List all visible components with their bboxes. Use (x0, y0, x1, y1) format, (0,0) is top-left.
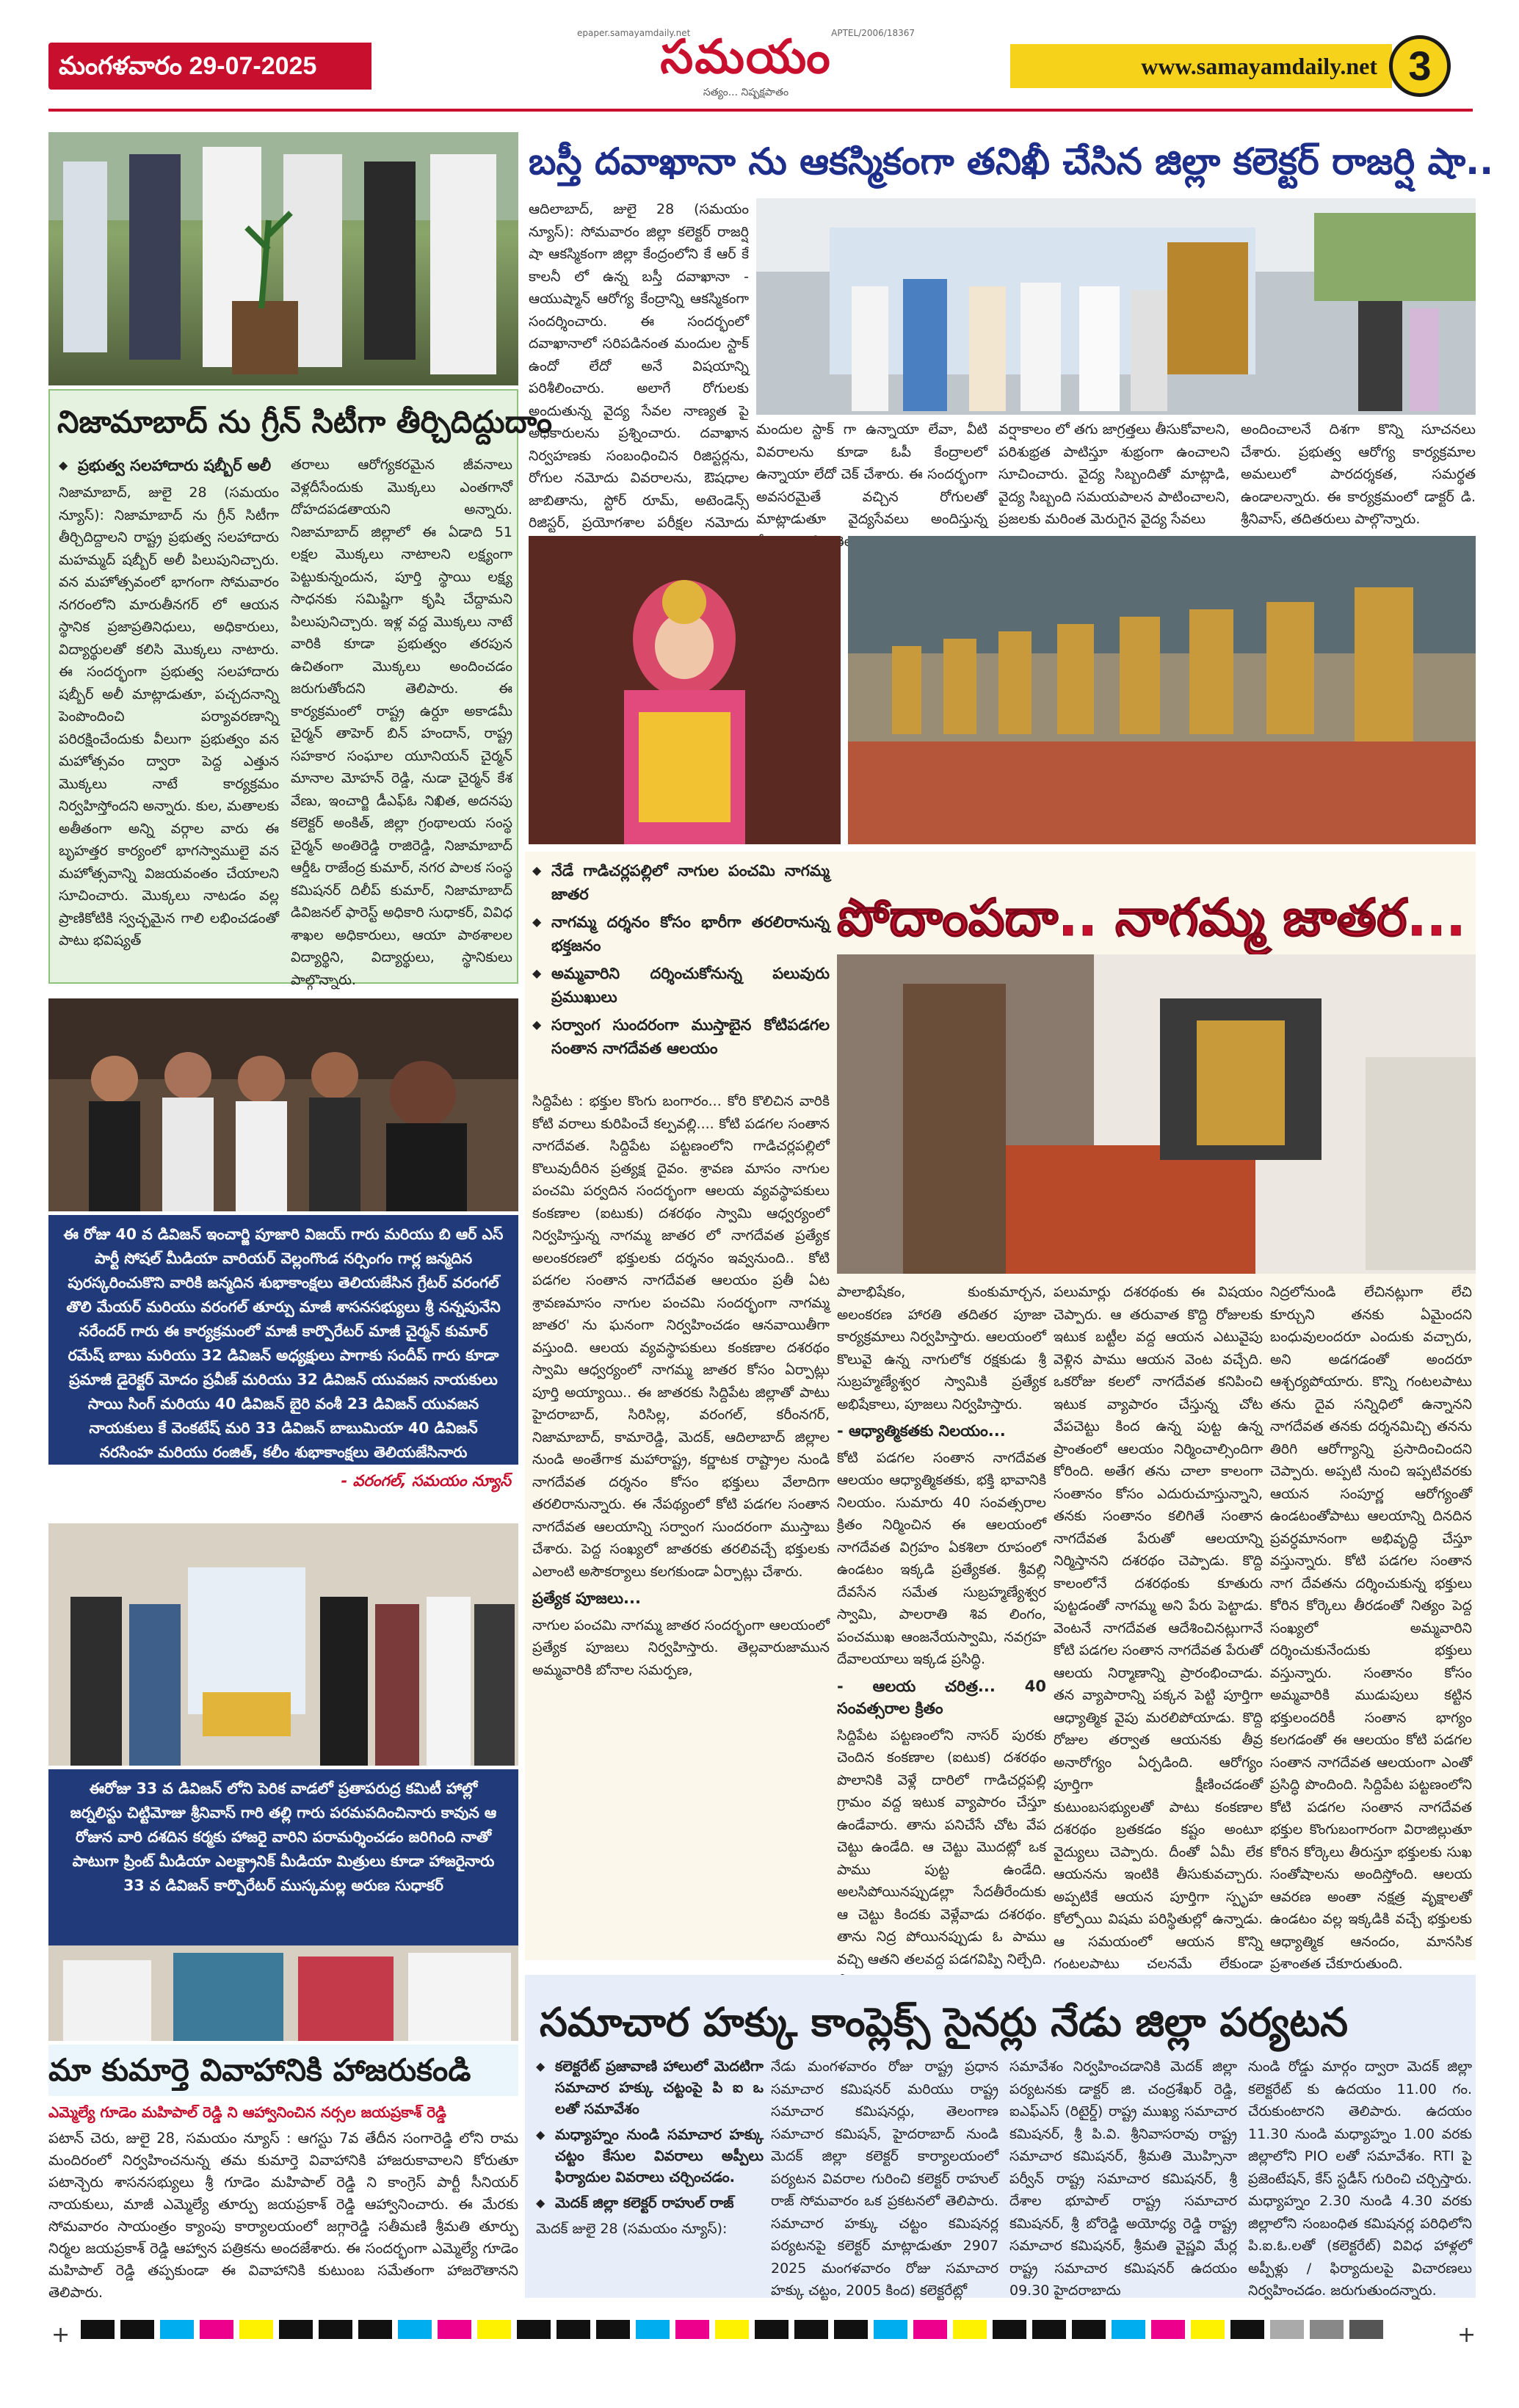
green-city-column-1 (59, 454, 279, 979)
rti-column-3: నుండి రోడ్డు మార్గం ద్వారా మెదక్ జిల్లా కలెక్టరేట్ కు ఉదయం 11.00 గం. చేరుకుంటారని తెలిపారు. ఉదయం 11.30 నుండి మధ్యాహ్నం 1.00 వరకు జిల్లాలోని PIO లతో సమావేశం. RTI పై ప్రజెంటేషన్, కేస్ స్టడీస్ గురించి చర్చిస్తారు. మధ్యాహ్నం 2.30 నుండి 4.30 వరకు జిల్లాలోని సంబంధిత కమిషనర్ల పరిధిలోని పి.ఐ.ఓ.లతో (కలెక్టరేట్) వివిధ హాళ్లలో అప్పీళ్లు / ఫిర్యాదులపై విచారణలు నిర్వహించడం. జరుగుతుందన్నారు. (1248, 2059, 1472, 2299)
birthday-group-illustration (48, 998, 518, 1211)
masthead-epaper-url: epaper.samayamdaily.net (577, 28, 691, 38)
festival-subhead-3: - ఆలయ చరిత్ర... 40 సంవత్సరాల క్రితం (837, 1677, 1046, 1717)
page-number: 3 (1389, 35, 1451, 97)
masthead-title: సమయం (660, 29, 832, 84)
green-city-body-1: నిజామాబాద్, జులై 28 (సమయం న్యూస్): నిజామాబాద్ ను గ్రీన్ సిటీగా తీర్చిదిద్దాలని రాష్ట్ర ప్రభుత్వ సలహాదారు మహమ్మద్ షబ్బీర్ అలీ పిలుపునిచ్చారు. వన మహోత్సవంలో భాగంగా సోమవారం నగరంలోని మారుతీనగర్ లో ఆయన స్థానిక ప్రజాప్రతినిధులు, అధికారులు, విద్యార్థులతో కలిసి మొక్కలు నాటారు. ఈ సందర్భంగా ప్రభుత్వ సలహాదారు షబ్బీర్ అలీ మాట్లాడుతూ, పచ్చదనాన్ని పెంపొందించి పర్యావరణాన్ని పరిరక్షించేందుకు వీలుగా ప్రభుత్వం వన మహోత్సవం ద్వారా పెద్ద ఎత్తున మొక్కలు నాటే కార్యక్రమం నిర్వహిస్తోందని అన్నారు. కుల, మతాలకు అతీతంగా అన్ని వర్గాల వారు ఈ బృహత్తర కార్యంలో భాగస్వాములై వన మహోత్సవాన్ని విజయవంతం చేయాలని సూచించారు. మొక్కలు నాటడం వల్ల ప్రాణికోటికి స్వచ్ఛమైన గాలి లభించడంతో పాటు భవిష్యత్ (59, 485, 279, 949)
lead-column-4: అందించాలనే దిశగా కొన్ని సూచనలు చేశారు. ప్రభుత్వ ఆరోగ్య కార్యక్రమాల అమలులో పారదర్శకత, సమర్థత ఉండాలన్నారు. ఈ కార్యక్రమంలో డాక్టర్ డి. శ్రీనివాస్, తదితరులు పాల్గొన్నారు. (1241, 421, 1476, 527)
wedding-headline: మా కుమార్తె వివాహానికి హాజరుకండి (48, 2045, 518, 2096)
condolence-group-illustration (48, 1523, 518, 1766)
rti-column-1: నేడు మంగళవారం రోజు రాష్ట్ర ప్రధాన సమాచార కమిషనర్ మరియు రాష్ట్ర సమాచార కమిషనర్లు, తెలంగాణ సమాచార కమిషన్, హైదరాబాద్ నుండి మెదక్ జిల్లా కలెక్టర్ కార్యాలయంలో పర్యటన వివరాల గురించి కలెక్టర్ రాహుల్ రాజ్ సోమవారం ఒక ప్రకటనలో తెలిపారు. సమాచార హక్కు చట్టం కమిషనర్ల పర్యటనపై కలెక్టర్ మాట్లాడుతూ 2907 2025 మంగళవారం రోజు సమాచార హక్కు చట్టం, 2005 కింద) కలెక్టరేట్లో (771, 2059, 998, 2299)
goddess-idol-illustration (529, 536, 841, 844)
wedding-invitation-photo (48, 1945, 518, 2041)
registration-mark-right: + (1457, 2322, 1476, 2348)
tree-planting-illustration (48, 132, 518, 385)
festival-subhead-2: - ఆధ్యాత్మికతకు నిలయం... (837, 1422, 1006, 1440)
header-rule (48, 109, 1473, 112)
naga-idols-illustration (848, 536, 1476, 844)
rti-bullets (536, 2056, 764, 2305)
temple-shrine-photo (837, 954, 1476, 1274)
clinic-inspection-illustration (756, 198, 1476, 415)
issue-date: మంగళవారం 29-07-2025 (48, 43, 371, 90)
rti-bullet-2: ◆ మధ్యాహ్నం నుండి సమాచార హక్కు చట్టం కేసుల వివరాలు అప్పీలు ఫిర్యాదుల వివరాలు చర్చించడం. (536, 2124, 764, 2188)
color-registration-strip (81, 2320, 1439, 2349)
warangal-birthday-text: ఈ రోజు 40 వ డివిజన్ ఇంచార్జి పూజారి విజయ్ గారు మరియు బి ఆర్ ఎస్ పార్టీ సోషల్ మీడియా వారియర్ వెల్లంగొండ నర్సింగం గార్ల జన్మదిన పురస్కరించుకొని వారికి జన్మదిన శుభాకాంక్షలు తెలియజేసిన గ్రేటర్ వరంగల్ తొలి మేయర్ మరియు వరంగల్ తూర్పు మాజీ శాసనసభ్యులు శ్రీ నన్నపునేని నరేందర్ గారు ఈ కార్యక్రమంలో మాజీ కార్పొరేటర్ మాజీ చైర్మన్ కుమార్ రమేష్ బాబు మరియు 32 డివిజన్ అధ్యక్షులు పాగాకు సందీప్ గారు కూడా ప్రమాజీ డైరెక్టర్ మోదం ప్రవీణ్ మరియు 32 డివిజన్ యువజన నాయకులు సాయి సింగ్ మరియు 40 డివిజన్ బైరి వంశీ 23 డివిజన్ యువజన నాయకులు కే వెంకటేష్ మరి 33 డివిజన్ బాబుమియా 40 డివిజన్ నరసింహ మరియు రంజిత్, కలీం శుభాకాంక్షలు తెలియజేసినారు (63, 1225, 504, 1461)
warangal-condolence-text: ఈరోజు 33 వ డివిజన్ లోని పెరిక వాడలో ప్రతాపరుద్ర కమిటీ హాల్లో జర్నలిస్టు చిట్టిమోజు శ్రీనివాస్ గారి తల్లి గారు పరమపదించినారు కావున ఆ రోజున వారి దశదిన కర్మకు హాజరై వారిని పరామర్శించడం జరిగింది నాతో పాటుగా ప్రింట్ మీడియా ఎలక్ట్రానిక్ మీడియా మిత్రులు కూడా హాజరైనారు 33 వ డివిజన్ కార్పొరేటర్ ముస్కమల్ల అరుణ సుధాకర్ (70, 1780, 497, 1894)
wedding-body: పటాన్ చెరు, జులై 28, సమయం న్యూస్ : ఆగస్టు 7వ తేదీన సంగారెడ్డి లోని రామ మందిరంలో నిర్వహించనున్న తమ కుమార్తె వివాహానికి హాజరుకావాలని కోరుతూ పటాన్చెరు శాసనసభ్యులు శ్రీ గూడెం మహిపాల్ రెడ్డి ని కాంగ్రెస్ పార్టీ సీనియర్ నాయకులు, మాజీ ఎమ్మెల్యే తూర్పు జయప్రకాశ్ రెడ్డి ఆహ్వానించారు. ఈ మేరకు సోమవారం సాయంత్రం క్యాంపు కార్యాలయంలో జగ్గారెడ్డి సతీమణి శ్రీమతి తూర్పు నిర్మల జయప్రకాశ్ రెడ్డి ఆహ్వాన పత్రికను అందజేశారు. ఈ సందర్భంగా ఎమ్మెల్యే గూడెం మహిపాల్ రెడ్డి తప్పకుండా ఈ వివాహానికి కుటుంబ సమేతంగా హాజరౌతానని తెలిపారు. (48, 2130, 518, 2301)
green-city-column-2: తరాలు ఆరోగ్యకరమైన జీవనాలు వెళ్లదీసేందుకు మొక్కలు ఎంతగానో దోహదపడతాయని అన్నారు. నిజామాబాద్ జిల్లాలో ఈ ఏడాది 51 లక్షల మొక్కలు నాటాలని లక్ష్యంగా పెట్టుకున్నందున, పూర్తి స్థాయి లక్ష్య సాధనకు సమిష్టిగా కృషి చేద్దామని పిలుపునిచ్చారు. ఇళ్ల వద్ద మొక్కలు నాటే వారికి కూడా ప్రభుత్వం తరపున ఉచితంగా మొక్కలు అందించడం జరుగుతోందని తెలిపారు. ఈ కార్యక్రమంలో రాష్ట్ర ఉర్దూ అకాడమీ చైర్మన్ తాహెర్ బిన్ హందాన్, రాష్ట్ర సహకార సంఘాల యూనియన్ చైర్మన్ మానాల మోహన్ రెడ్డి, నుడా చైర్మన్ కేశ వేణు, ఇంచార్జి డీఎఫ్ఓ నిఖిత, అదనపు కలెక్టర్ అంకిత్, జిల్లా గ్రంథాలయ సంస్థ చైర్మన్ అంతిరెడ్డి రాజిరెడ్డి, నిజామాబాద్ ఆర్డీఓ రాజేంద్ర కుమార్, నగర పాలక సంస్థ కమిషనర్ దిలీప్ కుమార్, నిజామాబాద్ డివిజనల్ ఫారెస్ట్ అధికారి సుధాకర్, వివిధ శాఖల అధికారులు, ఆయా పాఠశాలల విద్యార్థిని, విద్యార్థులు, స్థానికులు పాల్గొన్నారు. (291, 457, 512, 988)
lead-column-1: ఆదిలాబాద్, జులై 28 (సమయం న్యూస్): సోమవారం జిల్లా కలెక్టర్ రాజర్షి షా ఆకస్మికంగా జిల్లా కేంద్రంలోని కే ఆర్ కే కాలనీ లో ఉన్న బస్తీ దవాఖానా - ఆయుష్మాన్ ఆరోగ్య కేంద్రాన్ని ఆకస్మికంగా సందర్శించారు. ఈ సందర్భంలో దవాఖానాలో సరిపడినంత మందుల స్టాక్ ఉందో లేదో అనే విషయాన్ని పరిశీలించారు. అలాగే రోగులకు అందుతున్న వైద్య సేవల నాణ్యత పై అధికారులను ప్రశ్నించారు. దవాఖాన నిర్వహణకు సంబంధించిన రిజిస్టర్లను, రోగుల నమోదు వివరాలను, ఔషధాల జాబితాను, స్టోర్ రూమ్, అటెండెన్స్ రిజిస్టర్, ప్రయోగశాల పరీక్షల నమోదు (529, 201, 749, 531)
warangal-condolence-box (48, 1769, 518, 1968)
lead-headline: బస్తీ దవాఖానా ను ఆకస్మికంగా తనిఖీ చేసిన జిల్లా కలెక్టర్ రాజర్షి షా.. (529, 140, 1494, 183)
festival-bullet-4: ◆ సర్వాంగ సుందరంగా ముస్తాబైన కోటిపడగల సంతాన నాగదేవత ఆలయం (532, 1013, 830, 1060)
green-city-headline: నిజామాబాద్ ను గ్రీన్ సిటీగా తీర్చిదిద్దుదాం (57, 404, 553, 440)
festival-column-4: నిద్రలోనుండి లేచినట్లుగా లేచి కూర్చుని తనకు ఏమైందని బంధువులందరూ ఎందుకు వచ్చారు, అని అడగడంతో అందరూ ఆశ్చర్యపోయారు. కొన్ని గంటలపాటు తను దైవ సన్నిధిలో ఉన్నానని నాగదేవత తనకు దర్శనమిచ్చి తనను తిరిగి ఆరోగ్యాన్ని ప్రసాదించిందని చెప్పారు. అప్పటి నుంచి ఇప్పటివరకు ఆయన సంపూర్ణ ఆరోగ్యంతో ఉండటంతోపాటు ఆలయాన్ని దినదిన ప్రవర్ధమానంగా అభివృద్ధి చేస్తూ వస్తున్నారు. కోటి పడగల సంతాన నాగ దేవతను దర్శించుకున్న భక్తులు కోరిన కోర్కెలు తీరడంతో నిత్యం పెద్ద సంఖ్యలో అమ్మవారిని దర్శించుకునేందుకు భక్తులు వస్తున్నారు. సంతానం కోసం అమ్మవారికి ముడుపులు కట్టిన భక్తులందరికీ సంతాన భాగ్యం కలగడంతో ఈ ఆలయం కోటి పడగల సంతాన నాగదేవత ఆలయంగా ఎంతో ప్రసిద్ధి పొందింది. సిద్దిపేట పట్టణంలోని కోటి పడగల సంతాన నాగదేవత భక్తుల కొంగుబంగారంగా విరాజిల్లుతూ కోరిన కోర్కెలు తీరుస్తూ భక్తులకు సుఖ సంతోషాలను అందిస్తోంది. ఆలయ ఆవరణ అంతా నక్షత్ర వృక్షాలతో ఉండటం వల్ల ఇక్కడికి వచ్చే భక్తులకు ఆధ్యాత్మిక ఆనందం, మానసిక ప్రశాంతత చేకూరుతుంది. (1270, 1284, 1472, 1972)
masthead-registration: APTEL/2006/18367 (831, 28, 915, 38)
festival-body-2b: కోటి పడగల సంతాన నాగదేవత ఆలయం ఆధ్యాత్మికతకు, భక్తి భావానికి నిలయం. సుమారు 40 సంవత్సరాల క్రితం నిర్మించిన ఈ ఆలయంలో నాగదేవత విగ్రహం ఏకశిలా రూపంలో ఉండటం ఇక్కడి ప్రత్యేకత. శ్రీవల్లి దేవసేన సమేత సుబ్రహ్మణ్యేశ్వర స్వామి, పాలరాతి శివ లింగం, పంచముఖ ఆంజనేయస్వామి, నవగ్రహ దేవాలయాలు ఇక్కడ ప్రసిద్ధి. (837, 1449, 1046, 1667)
festival-headline: పోదాంపదా.. నాగమ్మ జాతర... (837, 888, 1466, 948)
festival-bullet-1: ◆ నేడే గాడిచర్లపల్లిలో నాగుల పంచమి నాగమ్మ జాతర (532, 859, 830, 906)
festival-body-1b: నాగుల పంచమి నాగమ్మ జాతర సందర్భంగా ఆలయంలో ప్రత్యేక పూజలు నిర్వహిస్తారు. తెల్లవారుజామున అమ్మవారికి బోనాల సమర్పణ, (532, 1617, 830, 1678)
warangal-birthday-box (48, 1215, 518, 1465)
naga-idols-photo (848, 536, 1476, 844)
wedding-subhead: ఎమ్మెల్యే గూడెం మహిపాల్ రెడ్డి ని ఆహ్వానించిన నర్సల జయప్రకాశ్ రెడ్డి (48, 2103, 446, 2121)
masthead (489, 28, 1003, 98)
festival-subhead-1: ప్రత్యేక పూజలు... (532, 1589, 641, 1607)
festival-column-3: పలుమార్లు దశరథంకు ఈ విషయం చెప్పారు. ఆ తరువాత కొద్ది రోజులకు ఇటుక బట్టీల వద్ద ఆయన ఎటువైపు వెళ్లిన పాము ఆయన వెంట వచ్చేది. ఒకరోజు కలలో నాగదేవత కనిపించి ఇటుక వ్యాపారం చేస్తున్న చోట వేపచెట్టు కింద ఉన్న పుట్ట ఉన్న ప్రాంతంలో ఆలయం నిర్మించాల్సిందిగా కోరింది. అతేగ తను చాలా కాలంగా సంతానం కోసం ఎదురుచూస్తున్నాని, తనకు సంతానం కలిగితే సంతాన నాగదేవత పేరుతో ఆలయాన్ని నిర్మిస్తానని దశరథం చెప్పాడు. కొద్ది కాలంలోనే దశరథంకు కూతురు పుట్టడంతో నాగమ్మ అని పేరు పెట్టాడు. వెంటనే నాగదేవత ఆదేశించినట్లుగానే కోటి పడగల సంతాన నాగదేవత పేరుతో ఆలయ నిర్మాణాన్ని ప్రారంభించాడు. తన వ్యాపారాన్ని పక్కన పెట్టి పూర్తిగా ఆధ్యాత్మిక వైపు మరలిపోయాడు. కొద్ది రోజుల తర్వాత ఆయనకు తీవ్ర అనారోగ్యం ఏర్పడింది. ఆరోగ్యం పూర్తిగా క్షీణించడంతో కుటుంబసభ్యులతో పాటు కంకణాల దశరథం బ్రతకడం కష్టం అంటూ వైద్యులు చెప్పారు. దీంతో ఏమీ లేక ఆయనను ఇంటికి తీసుకువచ్చారు. అప్పటికే ఆయన పూర్తిగా స్పృహ కోల్పోయి విషమ పరిస్థితుల్లో ఉన్నాడు. ఆ సమయంలో ఆయన కొన్ని గంటలపాటు చలనమే లేకుండా (1054, 1284, 1263, 1972)
wedding-invitation-illustration (48, 1945, 518, 2041)
rti-dateline: మెదక్ జులై 28 (సమయం న్యూస్): (536, 2221, 728, 2237)
goddess-idol-photo (529, 536, 841, 844)
festival-bullets (532, 859, 830, 1087)
festival-body-2: పాలాభిషేకం, కుంకుమార్చన, అలంకరణ హారతి తదితర పూజా కార్యక్రమాలు నిర్వహిస్తారు. ఆలయంలో కొలువై ఉన్న నాగులోక రక్షకుడు శ్రీ సుబ్రహ్మణ్యేశ్వర స్వామికి ప్రత్యేక అభిషేకాలు, పూజలు నిర్వహిస్తారు. (837, 1284, 1046, 1412)
green-city-box (48, 389, 553, 988)
warangal-birthday-credit: - వరంగల్, సమయం న్యూస్ (341, 1472, 511, 1490)
festival-bullet-3: ◆ అమ్మవారిని దర్శించుకోనున్న పలువురు ప్రముఖులు (532, 962, 830, 1009)
tree-planting-photo (48, 132, 518, 385)
condolence-photo (48, 1523, 518, 1766)
festival-bullet-2: ◆ నాగమ్మ దర్శనం కోసం భారీగా తరలిరానున్న భక్తజనం (532, 910, 830, 957)
green-city-bullet: ◆ ప్రభుత్వ సలహాదారు షబ్బీర్ అలీ (59, 454, 279, 477)
rti-bullet-3: ◆ మెదక్ జిల్లా కలెక్టర్ రాహుల్ రాజ్ (536, 2192, 764, 2213)
birthday-celebration-photo (48, 998, 518, 1211)
basti-dawakhana-photo (756, 198, 1476, 415)
website-url: www.samayamdaily.net (1010, 44, 1392, 88)
masthead-tagline: సత్యం... నిష్పక్షపాతం (703, 87, 789, 98)
festival-column-2 (837, 1281, 1046, 1968)
festival-column-1 (532, 1090, 830, 1968)
festival-body-1: సిద్దిపేట : భక్తుల కొంగు బంగారం... కోరి కొలిచిన వారికి కోటి వరాలు కురిపించే కల్పవల్లి.... కోటి పడగల సంతాన నాగదేవత. సిద్దిపేట పట్టణంలోని గాడిచర్లపల్లిలో కొలువుదీరిన ప్రత్యక్ష దైవం. శ్రావణ మాసం నాగుల పంచమి పర్వదిన సందర్భంగా ఆలయ వ్యవస్థాపకులు కంకణాల (ఐటుకు) దశరథం స్వామి ఆధ్వర్యంలో నిర్వహిస్తున్న నాగమ్మ జాతర లో నాగదేవత ప్రత్యేక అలంకరణలో భక్తులకు దర్శనం ఇవ్వనుంది.. కోటి పడగల సంతాన నాగదేవత ఆలయం ప్రతీ ఏట శ్రావణమాసం నాగుల పంచమి సందర్భంగా నాగమ్మ జాతర' ను ఘనంగా నిర్వహించడం ఆనవాయితీగా వస్తుంది. ఆలయ వ్యవస్థాపకులు కంకణాల దశరథం స్వామి ఆధ్వర్యంలో నాగమ్మ జాతర కోసం ఏర్పాట్లు పూర్తి అయ్యాయి.. ఈ జాతరకు సిద్దిపేట జిల్లాతో పాటు హైదరాబాద్, సిరిసిల్ల, వరంగల్, కరీంనగర్, నిజామాబాద్, కామారెడ్డి, మెదక్, ఆదిలాబాద్ జిల్లాల నుండి అంతేగాక మహారాష్ట్ర, కర్ణాటక రాష్ట్రాల నుండి నాగదేవత దర్శనం కోసం భక్తులు వేలాదిగా తరలిరానున్నారు. ఈ నేపథ్యంలో కోటి పడగల సంతాన నాగదేవత ఆలయాన్ని సర్వాంగ సుందరంగా ముస్తాబు చేశారు. పెద్ద సంఖ్యలో జాతరకు తరలివచ్చే భక్తులకు ఎలాంటి అసౌకర్యాలు కలగకుండా ఏర్పాట్లు చేశారు. (532, 1093, 830, 1580)
registration-mark-left: + (51, 2322, 70, 2348)
lead-column-3: వర్షాకాలం లో తగు జాగ్రత్తలు తీసుకోవాలని, పరిశుభ్రత పాటిస్తూ శుభ్రంగా ఉంచాలని సూచించారు. వైద్య సిబ్బందితో మాట్లాడి, వైద్య సిబ్బంది సమయపాలన పాటించాలని, ప్రజలకు మరింత మెరుగైన వైద్య సేవలు (998, 421, 1230, 527)
rti-headline: సమాచార హక్కు కాంప్లెక్స్ సైనర్లు నేడు జిల్లా పర్యటన (540, 1999, 1348, 2045)
rti-bullet-1: ◆ కలెక్టరేట్ ప్రజావాణి హాలులో మెదటిగా సమాచార హక్కు చట్టంపై పి ఐ ఒ లతో సమావేశం (536, 2056, 764, 2119)
festival-body-2c: సిద్దిపేట పట్టణంలోని నాసర్ పురకు చెందిన కంకణాల (ఐటుక) దశరథం పొలానికి వెళ్లే దారిలో గాడిచర్లపల్లి గ్రామం వద్ద ఇటుక వ్యాపారం చేస్తూ ఉండేవారు. తాను పనిచేసే చోట వేప చెట్టు ఉండేది. ఆ చెట్టు మొదట్లో ఒక పాము పుట్ట ఉండేది. అలసిపోయినప్పుడల్లా సేదతీరేందుకు ఆ చెట్టు కిందకు వెళ్లేవాడు దశరథం. తాను నిద్ర పోయినప్పుడు ఓ పాము వచ్చి ఆతని తలవద్ద పడగవిప్పి నిల్చేది. (837, 1727, 1046, 1968)
lead-column-2: మందుల స్టాక్ గా ఉన్నాయా లేవా, వీటి వివరాలను కూడా ఓపీ కేంద్రాలలో ఉన్నాయా లేదో చెక్ చేశారు. ఈ సందర్భంగా అవసరమైతే వచ్చిన రోగులతో మాట్లాడుతూ వైద్యసేవలు అందిస్తున్న (756, 421, 987, 527)
temple-shrine-illustration (837, 954, 1476, 1274)
page-header (48, 22, 1473, 103)
rti-column-2: సమావేశం నిర్వహించడానికి మెదక్ జిల్లా పర్యటనకు డాక్టర్ జి. చంద్రశేఖర్ రెడ్డి, ఐఎఫ్ఎస్ (రిటైర్డ్) రాష్ట్ర ముఖ్య సమాచార కమిషనర్, శ్రీ పి.వి. శ్రీనివాసరావు రాష్ట్ర సమాచార కమిషనర్, శ్రీమతి మొహ్సినా పర్వీన్ రాష్ట్ర సమాచార కమిషనర్, శ్రీ దేశాల భూపాల్ రాష్ట్ర సమాచార కమిషనర్, శ్రీ బోరెడ్డి అయోధ్య రెడ్డి రాష్ట్ర సమాచార కమిషనర్, శ్రీమతి వైష్ణవి మేర్ల రాష్ట్ర సమాచార కమిషనర్ ఉదయం 09.30 హైదరాబాదు (1009, 2059, 1237, 2299)
